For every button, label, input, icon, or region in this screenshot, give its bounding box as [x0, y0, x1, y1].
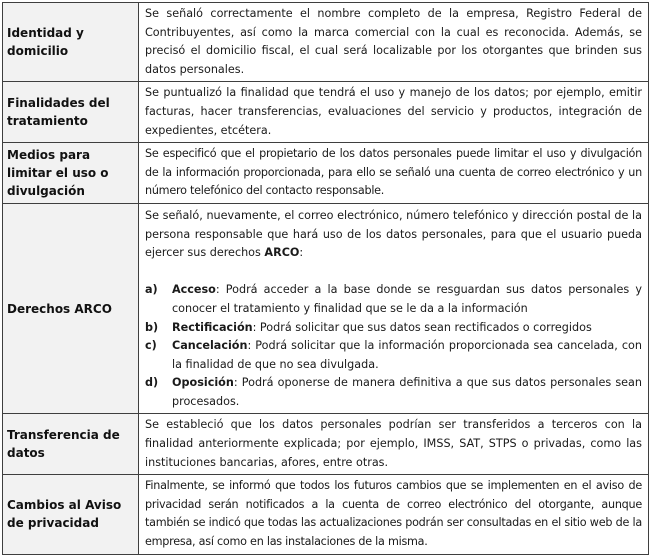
row-label: Finalidades del tratamiento: [3, 82, 139, 143]
row-label: Derechos ARCO: [3, 203, 139, 414]
list-item: [145, 319, 642, 338]
table-row-limit-use: [3, 143, 649, 204]
list-marker: a): [145, 283, 158, 297]
spacer: [145, 263, 642, 282]
list-text: : Podrá oponerse de manera definitiva a que sus datos personales sean procesados.: [172, 376, 642, 408]
privacy-notice-table: [2, 2, 649, 555]
row-label: Identidad y domicilio: [3, 3, 139, 82]
row-text: Se estableció que los datos personales podrían ser transferidos a terceros con la finalidad anteriormente explicada; por ejemplo, IMSS, SAT, STPS o privadas, como las instituciones bancarias, afores, entre otras.: [145, 418, 642, 469]
row-content: [139, 143, 649, 204]
list-text: : Podrá solicitar que sus datos sean rectificados o corregidos: [252, 320, 592, 334]
list-term: Acceso: [172, 283, 216, 297]
list-marker: c): [145, 339, 157, 353]
list-body: [172, 281, 642, 318]
list-term: Oposición: [172, 376, 234, 390]
list-item: [145, 374, 642, 411]
table-row-arco-rights: [3, 203, 649, 414]
list-term: Rectificación: [172, 320, 253, 334]
row-label: Medios para limitar el uso o divulgación: [3, 143, 139, 204]
row-text: Se especificó que el propietario de los datos personales puede limitar el uso y divulgación de la información proporcionada, para ello se señaló una cuenta de correo electrónico y un número telefónico del contacto responsable.: [145, 147, 642, 198]
row-text: Finalmente, se informó que todos los futuros cambios que se implementen en el aviso de privacidad serán notificados a la cuenta de correo electrónico del otorgante, aunque también se indicó que todas las actualizaciones podrán ser consultadas en el sitio web de la empresa, así como en las instalaciones de la misma.: [145, 479, 642, 549]
row-content: [139, 3, 649, 82]
arco-list: [145, 281, 642, 411]
list-body: [172, 337, 642, 374]
row-content: [139, 203, 649, 414]
list-text: : Podrá acceder a la base donde se resguardan sus datos personales y conocer el tratamiento y finalidad que se le da a la información: [172, 283, 642, 315]
arco-intro-bold: ARCO: [264, 246, 300, 260]
list-body: [172, 374, 642, 411]
list-body: [172, 319, 642, 338]
arco-intro: [145, 207, 642, 263]
table-row-transfer: [3, 414, 649, 475]
table-row-identity: [3, 3, 649, 82]
list-marker: d): [145, 376, 159, 390]
list-term: Cancelación: [172, 339, 248, 353]
list-item: [145, 281, 642, 318]
row-content: [139, 82, 649, 143]
arco-intro-text: Se señaló, nuevamente, el correo electrónico, número telefónico y dirección postal de la persona responsable que hará uso de los datos personales, para que el usuario pueda ejercer sus derechos: [145, 208, 642, 260]
row-text: Se puntualizó la finalidad que tendrá el uso y manejo de los datos; por ejemplo, emitir facturas, hacer transferencias, evaluaciones del servicio y productos, integración de expedientes, etcétera.: [145, 86, 642, 137]
table-row-changes: [3, 475, 649, 554]
row-content: [139, 475, 649, 554]
table-row-purposes: [3, 82, 649, 143]
row-label: Transferencia de datos: [3, 414, 139, 475]
arco-intro-end: :: [299, 246, 304, 260]
row-text: Se señaló correctamente el nombre completo de la empresa, Registro Federal de Contribuyentes, así como la marca comercial con la cual es reconocida. Además, se precisó el domicilio fiscal, el cual será localizable por los otorgantes que brinden sus datos personales.: [145, 7, 642, 76]
row-label: Cambios al Aviso de privacidad: [3, 475, 139, 554]
row-content: [139, 414, 649, 475]
list-text: : Podrá solicitar que la información proporcionada sea cancelada, con la finalidad de que no sea divulgada.: [172, 339, 642, 371]
list-marker: b): [145, 320, 159, 334]
list-item: [145, 337, 642, 374]
